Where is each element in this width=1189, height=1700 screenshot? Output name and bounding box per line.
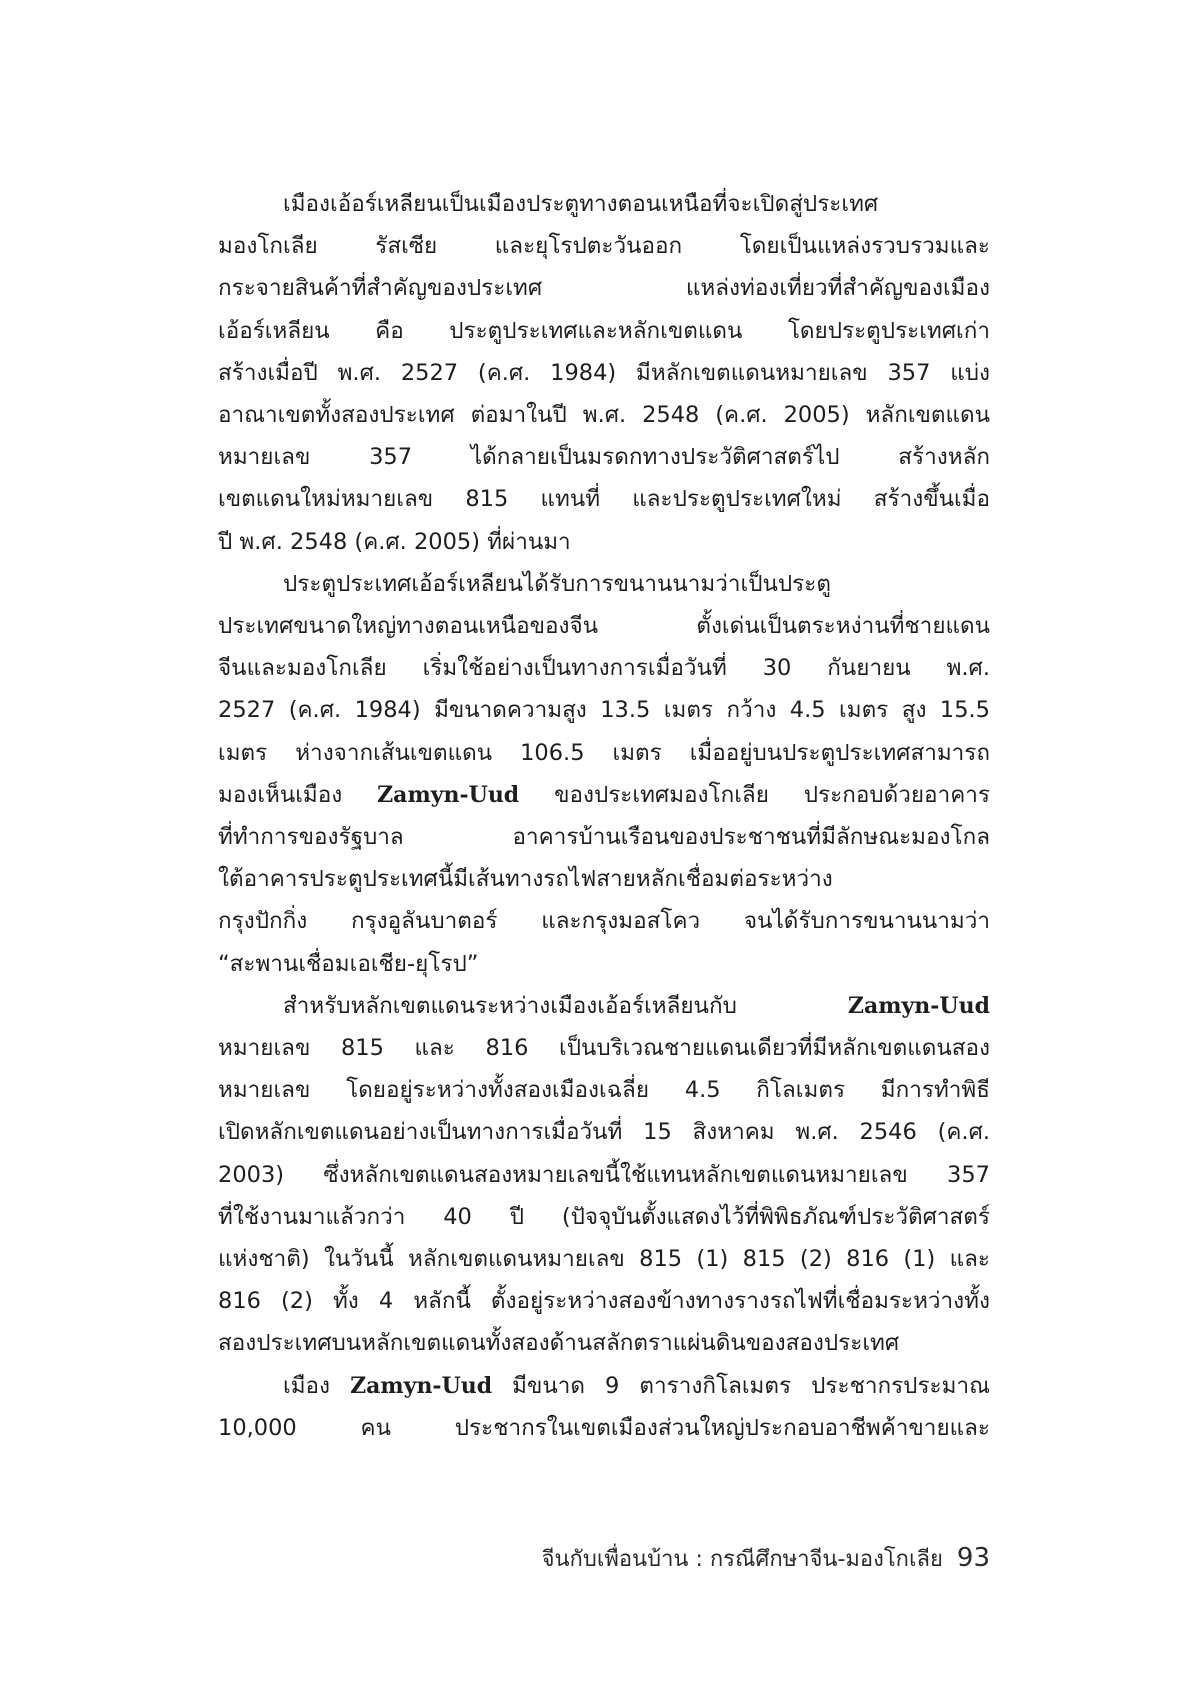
text-line-mixed (218, 1365, 990, 1407)
place-name-latin: Zamyn-Uud (350, 1372, 493, 1399)
paragraph-4 (218, 1365, 990, 1449)
text-line: หมายเลข โดยอยู่ระหว่างทั้งสองเมืองเฉลี่ย 4.5 กิโลเมตร มีการทำพิธี (218, 1077, 990, 1104)
text-segment: สำหรับหลักเขตแดนระหว่างเมืองเอ้อร์เหลียนกับ (283, 992, 848, 1019)
body-text (218, 183, 990, 1449)
text-line: สร้างเมื่อปี พ.ศ. 2527 (ค.ศ. 1984) มีหลักเขตแดนหมายเลข 357 แบ่ง (218, 359, 990, 386)
paragraph-1 (218, 183, 990, 563)
text-line-mixed (218, 985, 990, 1027)
text-line: กรุงปักกิ่ง กรุงอูลันบาตอร์ และกรุงมอสโคว จนได้รับการขนานนามว่า (218, 908, 990, 935)
text-line: เขตแดนใหม่หมายเลข 815 แทนที่ และประตูประเทศใหม่ สร้างขึ้นเมื่อ (218, 486, 990, 513)
text-line-mixed (218, 774, 990, 816)
place-name-latin: Zamyn-Uud (847, 992, 990, 1019)
text-line: ใต้อาคารประตูประเทศนี้มีเส้นทางรถไฟสายหลักเชื่อมต่อระหว่าง (218, 866, 833, 893)
text-line: เมืองเอ้อร์เหลียนเป็นเมืองประตูทางตอนเหนือที่จะเปิดสู่ประเทศ (283, 191, 879, 217)
paragraph-3 (218, 985, 990, 1365)
text-segment: มีขนาด 9 ตารางกิโลเมตร ประชากรประมาณ (492, 1372, 990, 1399)
text-line: เปิดหลักเขตแดนอย่างเป็นทางการเมื่อวันที่ 15 สิงหาคม พ.ศ. 2546 (ค.ศ. (218, 1119, 990, 1146)
text-line: เมตร ห่างจากเส้นเขตแดน 106.5 เมตร เมื่ออยู่บนประตูประเทศสามารถ (218, 739, 990, 766)
page-footer (218, 1543, 990, 1575)
text-line: ที่ทำการของรัฐบาล อาคารบ้านเรือนของประชาชนที่มีลักษณะมองโกล (218, 824, 990, 851)
text-line: “สะพานเชื่อมเอเชีย-ยุโรป” (218, 950, 479, 977)
text-line: มองโกเลีย รัสเซีย และยุโรปตะวันออก โดยเป็นแหล่งรวบรวมและ (218, 233, 990, 260)
page-number: 93 (956, 1543, 990, 1573)
text-line: ประเทศขนาดใหญ่ทางตอนเหนือของจีน ตั้งเด่นเป็นตระหง่านที่ชายแดน (218, 613, 990, 640)
text-line: ประตูประเทศเอ้อร์เหลียนได้รับการขนานนามว่าเป็นประตู (283, 570, 831, 597)
text-line: 2003) ซึ่งหลักเขตแดนสองหมายเลขนี้ใช้แทนหลักเขตแดนหมายเลข 357 (218, 1161, 990, 1188)
running-title: จีนกับเพื่อนบ้าน : กรณีศึกษาจีน-มองโกเลีย (541, 1547, 943, 1572)
text-line: แห่งชาติ) ในวันนี้ หลักเขตแดนหมายเลข 815 (1) 815 (2) 816 (1) และ (218, 1246, 990, 1273)
text-line: อาณาเขตทั้งสองประเทศ ต่อมาในปี พ.ศ. 2548 (ค.ศ. 2005) หลักเขตแดน (218, 402, 990, 429)
text-line: จีนและมองโกเลีย เริ่มใช้อย่างเป็นทางการเมื่อวันที่ 30 กันยายน พ.ศ. (218, 655, 990, 682)
text-segment: ของประเทศมองโกเลีย ประกอบด้วยอาคาร (519, 781, 990, 808)
text-line: 10,000 คน ประชากรในเขตเมืองส่วนใหญ่ประกอบอาชีพค้าขายและ (218, 1414, 990, 1441)
text-segment: เมือง (283, 1372, 351, 1399)
text-line: เอ้อร์เหลียน คือ ประตูประเทศและหลักเขตแดน โดยประตูประเทศเก่า (218, 317, 990, 344)
text-line: 2527 (ค.ศ. 1984) มีขนาดความสูง 13.5 เมตร กว้าง 4.5 เมตร สูง 15.5 (218, 697, 990, 724)
paragraph-2 (218, 563, 990, 985)
text-line: สองประเทศบนหลักเขตแดนทั้งสองด้านสลักตราแผ่นดินของสองประเทศ (218, 1330, 900, 1357)
text-line: ปี พ.ศ. 2548 (ค.ศ. 2005) ที่ผ่านมา (218, 528, 571, 555)
text-line: 816 (2) ทั้ง 4 หลักนี้ ตั้งอยู่ระหว่างสองข้างทางรางรถไฟที่เชื่อมระหว่างทั้ง (218, 1288, 990, 1315)
text-line: กระจายสินค้าที่สำคัญของประเทศ แหล่งท่องเที่ยวที่สำคัญของเมือง (218, 275, 990, 302)
place-name-latin: Zamyn-Uud (377, 781, 520, 808)
text-line: หมายเลข 357 ได้กลายเป็นมรดกทางประวัติศาสตร์ไป สร้างหลัก (218, 444, 990, 471)
text-line: หมายเลข 815 และ 816 เป็นบริเวณชายแดนเดียวที่มีหลักเขตแดนสอง (218, 1035, 990, 1062)
text-segment: มองเห็นเมือง (218, 781, 378, 808)
text-line: ที่ใช้งานมาแล้วกว่า 40 ปี (ปัจจุบันตั้งแสดงไว้ที่พิพิธภัณฑ์ประวัติศาสตร์ (218, 1203, 990, 1230)
